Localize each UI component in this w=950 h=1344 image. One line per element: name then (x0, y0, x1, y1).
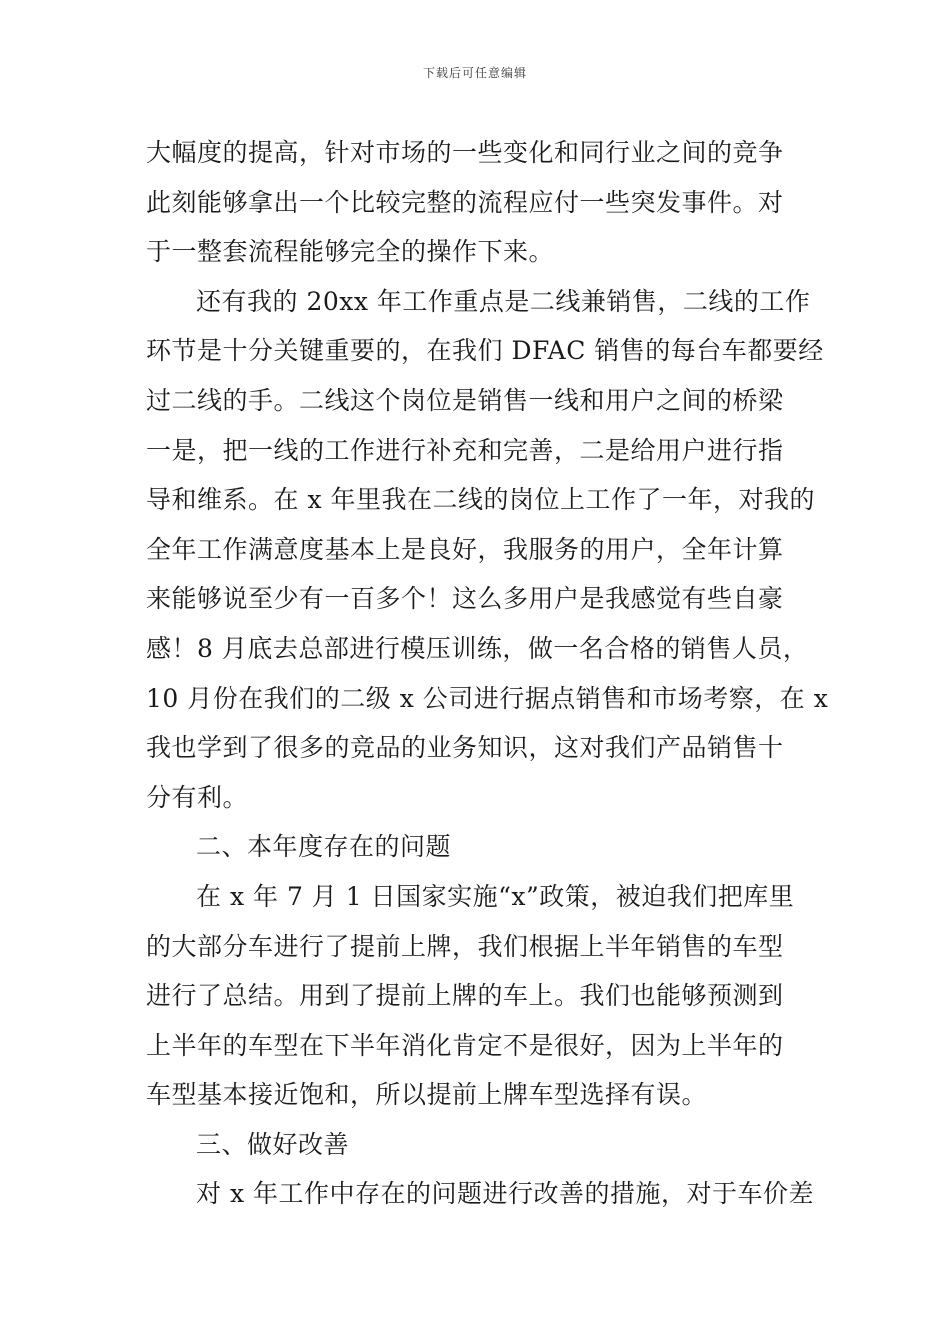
text-line: 来能够说至少有一百多个！这么多用户是我感觉有些自豪 (146, 584, 784, 614)
text-line: 对 x 年工作中存在的问题进行改善的措施，对于车价差 (196, 1179, 814, 1209)
page-header: 下载后可任意编辑 (422, 66, 527, 80)
text-line: 10 月份在我们的二级 x 公司进行据点销售和市场考察，在 x (146, 683, 829, 713)
text-line: 的大部分车进行了提前上牌，我们根据上半年销售的车型 (146, 931, 784, 961)
text-line: 上半年的车型在下半年消化肯定不是很好，因为上半年的 (146, 1030, 784, 1060)
text-line: 在 x 年 7 月 1 日国家实施“x”政策，被迫我们把库里 (196, 881, 795, 911)
section-heading: 三、做好改善 (196, 1129, 350, 1159)
text-line: 还有我的 20xx 年工作重点是二线兼销售，二线的工作 (196, 286, 811, 316)
text-line: 车型基本接近饱和，所以提前上牌车型选择有误。 (146, 1080, 708, 1110)
text-line: 环节是十分关键重要的，在我们 DFAC 销售的每台车都要经 (146, 336, 824, 366)
text-line: 我也学到了很多的竞品的业务知识，这对我们产品销售十 (146, 733, 784, 763)
text-line: 此刻能够拿出一个比较完整的流程应付一些突发事件。对 (146, 187, 784, 217)
text-line: 过二线的手。二线这个岗位是销售一线和用户之间的桥梁 (146, 385, 784, 415)
text-line: 全年工作满意度基本上是良好，我服务的用户，全年计算 (146, 534, 784, 564)
document-body (146, 128, 829, 1219)
text-line: 感！8 月底去总部进行模压训练，做一名合格的销售人员， (146, 633, 809, 663)
text-line: 进行了总结。用到了提前上牌的车上。我们也能够预测到 (146, 981, 784, 1011)
text-line: 大幅度的提高，针对市场的一些变化和同行业之间的竞争 (146, 138, 784, 167)
text-line: 一是，把一线的工作进行补充和完善，二是给用户进行指 (146, 435, 784, 465)
text-line: 分有利。 (146, 782, 249, 812)
text-line: 于一整套流程能够完全的操作下来。 (146, 237, 555, 267)
text-line: 导和维系。在 x 年里我在二线的岗位上工作了一年，对我的 (146, 485, 815, 515)
section-heading: 二、本年度存在的问题 (196, 832, 452, 862)
